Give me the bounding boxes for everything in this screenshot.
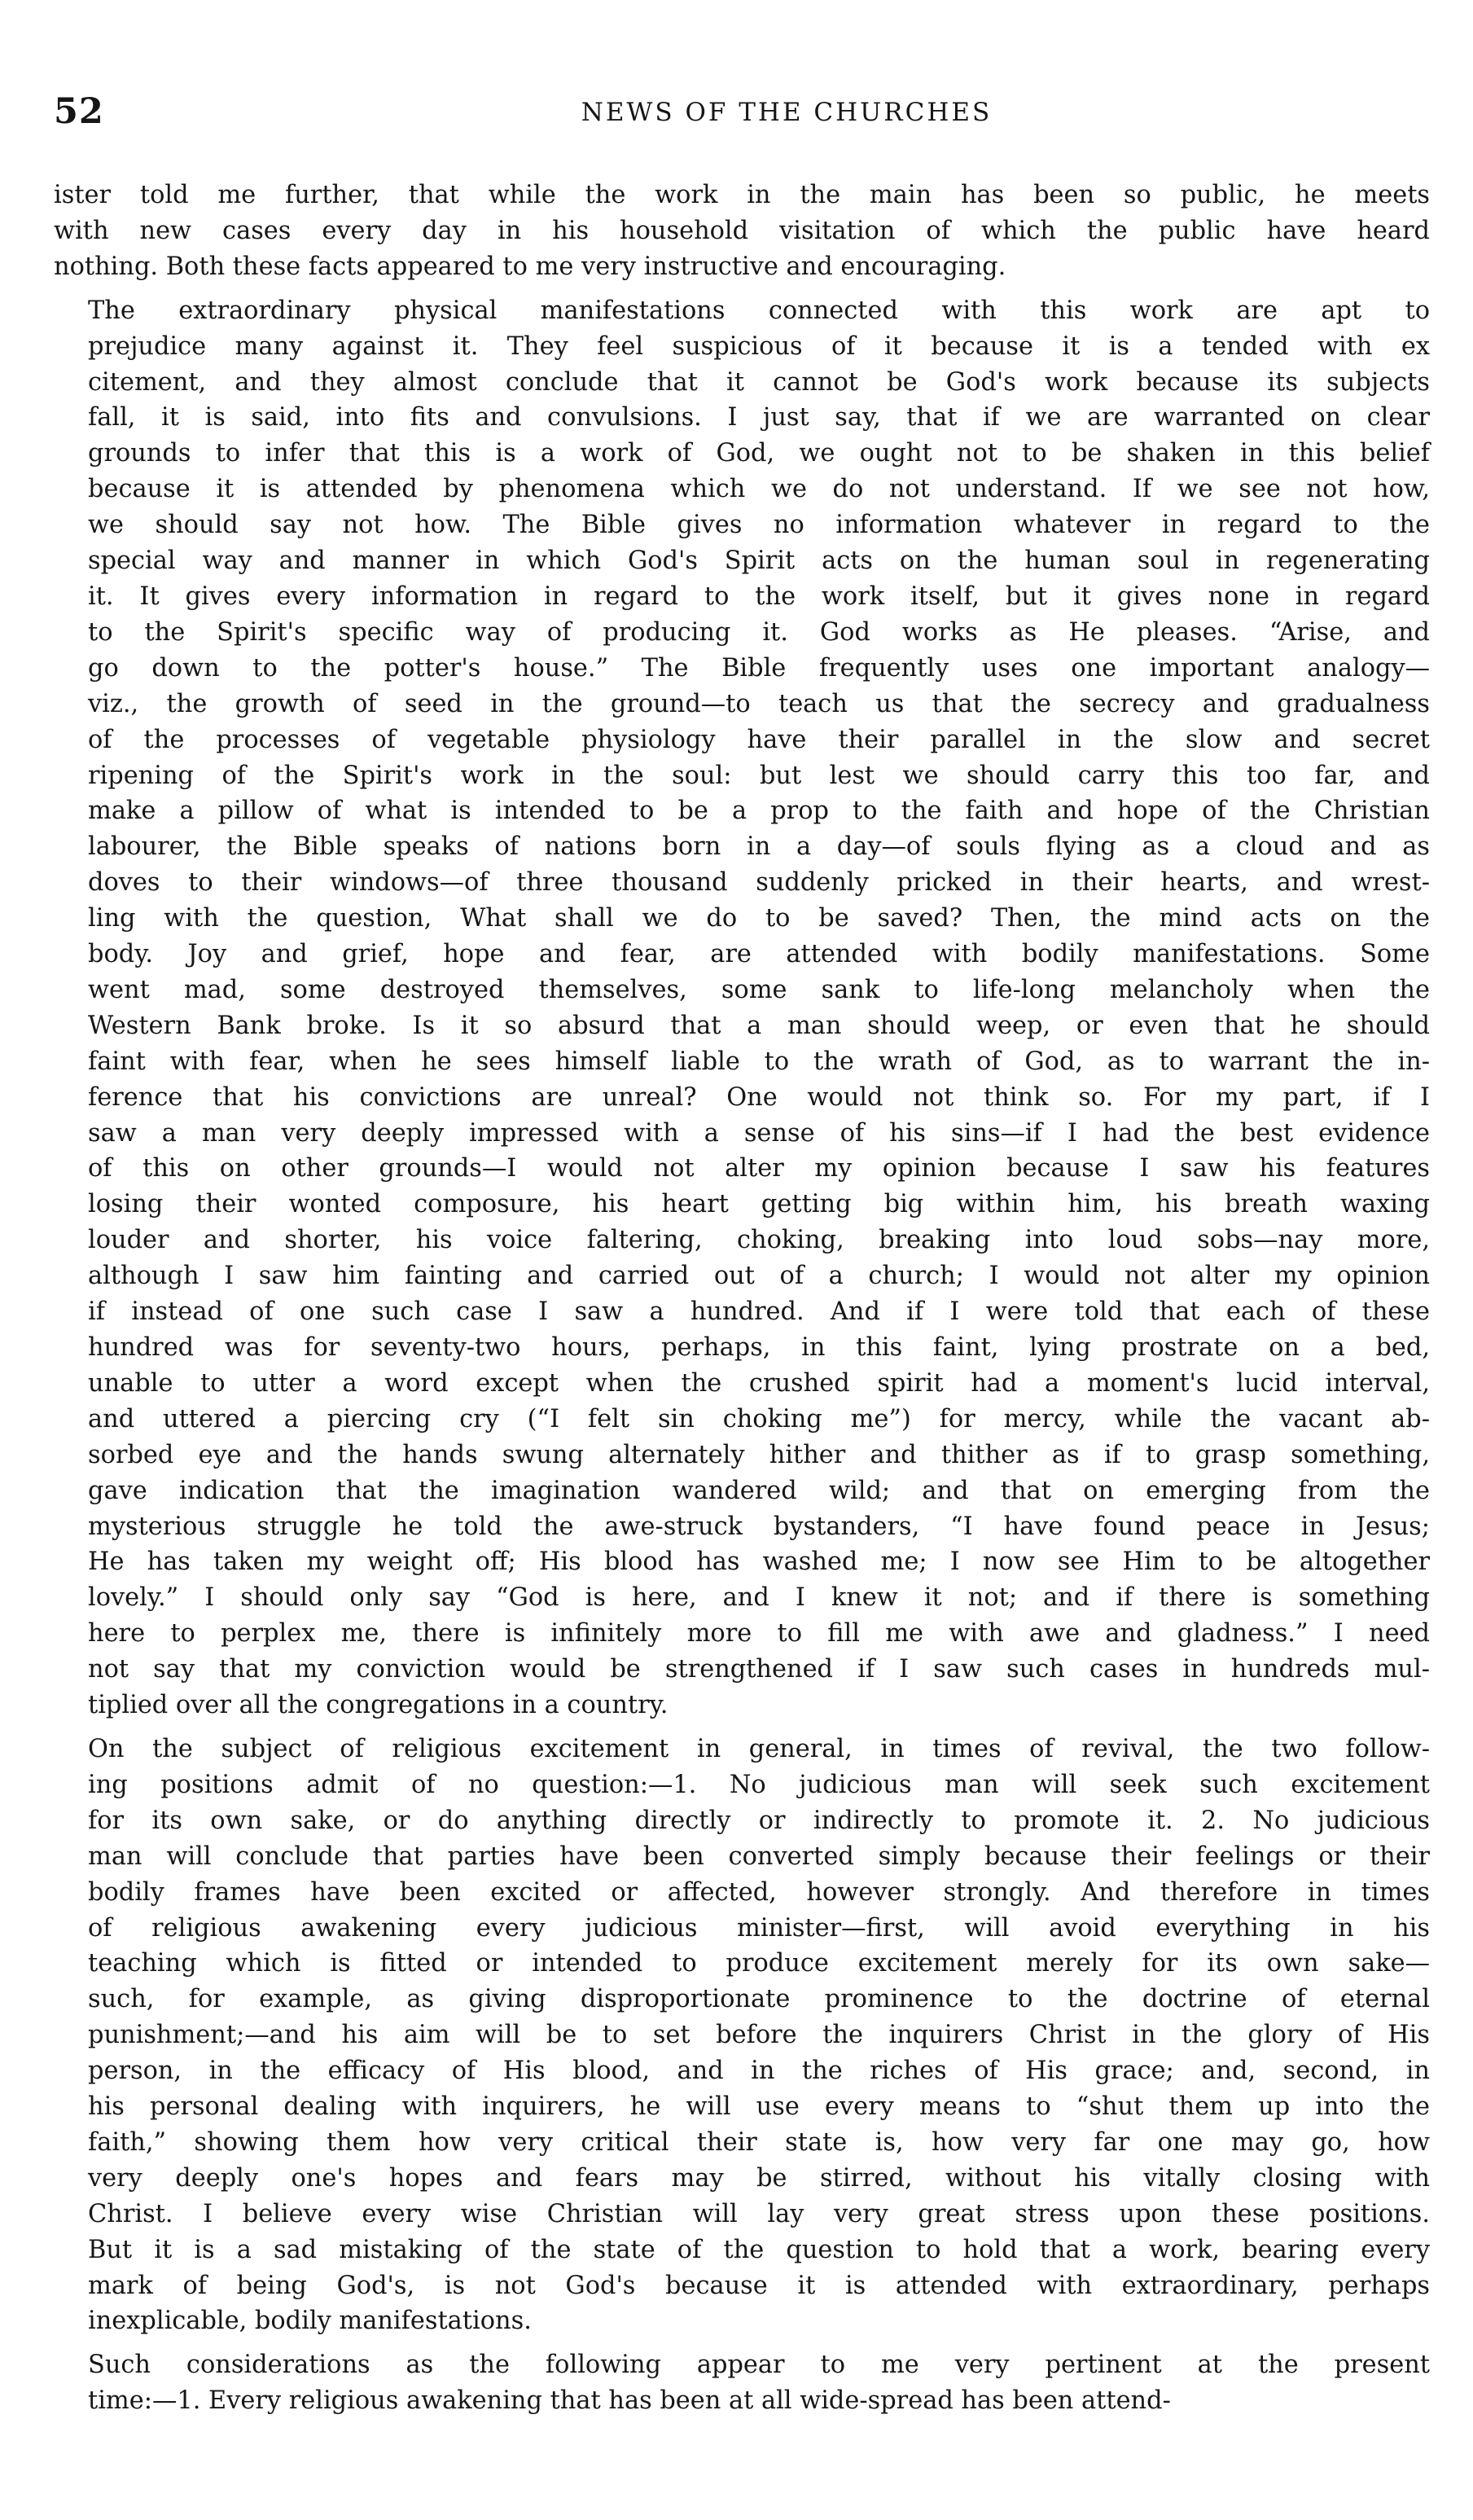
text-line: Such considerations as the following appear to me very pertinent at the present [88,2351,1430,2380]
text-line: faith,” showing them how very critical their state is, how very far one may go, how [88,2127,1430,2157]
text-line: body. Joy and grief, hope and fear, are attended with bodily manifestations. Some [88,940,1430,969]
running-head: NEWS OF THE CHURCHES [581,98,993,127]
text-line: doves to their windows—of three thousand suddenly pricked in their hearts, and wrest- [88,868,1430,898]
text-line: Christ. I believe every wise Christian will lay very great stress upon these positions. [88,2199,1430,2228]
text-line: tiplied over all the congregations in a country. [88,1691,669,1720]
text-line: gave indication that the imagination wandered wild; and that on emerging from the [88,1476,1430,1505]
text-line: mark of being God's, is not God's because it is attended with extraordinary, perhaps [88,2271,1430,2300]
text-line: nothing. Both these facts appeared to me very instructive and encouraging. [54,252,1006,281]
text-line: with new cases every day in his household visitation of which the public have heard [54,216,1430,245]
text-line: mysterious struggle he told the awe-struck bystanders, “I have found peace in Jesus; [88,1512,1430,1541]
text-line: saw a man very deeply impressed with a sense of his sins—if I had the best evidence [88,1118,1430,1148]
text-line: On the subject of religious excitement in general, in times of revival, the two follow- [88,1734,1430,1763]
text-line: lovely.” I should only say “God is here, and I knew it not; and if there is something [88,1583,1430,1613]
text-line: teaching which is fitted or intended to produce excitement merely for its own sake— [88,1949,1430,1978]
paragraph-4 [54,2347,1430,2419]
text-line: Western Bank broke. Is it so absurd that a man should weep, or even that he should [88,1011,1430,1040]
text-line: and uttered a piercing cry (“I felt sin choking me”) for mercy, while the vacant ab- [88,1404,1430,1433]
text-line: viz., the growth of seed in the ground—to teach us that the secrecy and gradualness [88,689,1430,718]
text-line: The extraordinary physical manifestations connected with this work are apt to [88,296,1430,325]
text-line: ripening of the Spirit's work in the soul: but lest we should carry this too far, and [88,761,1430,790]
page-number: 52 [54,91,104,132]
text-line: time:—1. Every religious awakening that has been at all wide-spread has been attend- [88,2386,1171,2416]
text-line: we should say not how. The Bible gives no information whatever in regard to the [88,511,1430,540]
text-line: grounds to infer that this is a work of God, we ought not to be shaken in this belief [88,439,1430,468]
text-line: person, in the efficacy of His blood, and in the riches of His grace; and, second, in [88,2057,1430,2086]
text-line: citement, and they almost conclude that it cannot be God's work because its subjects [88,367,1430,397]
paragraph-3 [54,1732,1430,2339]
text-line: losing their wonted composure, his heart getting big within him, his breath waxing [88,1190,1430,1219]
text-line: of the processes of vegetable physiology have their parallel in the slow and secret [88,725,1430,754]
paragraph-1 [54,178,1430,285]
text-line: special way and manner in which God's Spirit acts on the human soul in regenerating [88,547,1430,576]
page-header [54,91,1430,140]
text-line: But it is a sad mistaking of the state of the question to hold that a work, bearing every [88,2235,1430,2264]
text-line: such, for example, as giving disproportionate prominence to the doctrine of eternal [88,1985,1430,2014]
text-line: sorbed eye and the hands swung alternately hither and thither as if to grasp something, [88,1440,1430,1469]
text-line: He has taken my weight off; His blood has washed me; I now see Him to be altogether [88,1548,1430,1577]
text-line: go down to the potter's house.” The Bible frequently uses one important analogy— [88,653,1430,683]
text-line: man will conclude that parties have been converted simply because their feelings or their [88,1842,1430,1871]
text-line: labourer, the Bible speaks of nations born in a day—of souls flying as a cloud and as [88,832,1430,862]
body-text [54,178,1430,2419]
text-line: ing positions admit of no question:—1. No judicious man will seek such excitement [88,1770,1430,1799]
text-line: it. It gives every information in regard to the work itself, but it gives none in regard [88,582,1430,611]
text-line: if instead of one such case I saw a hundred. And if I were told that each of these [88,1297,1430,1327]
text-line: here to perplex me, there is infinitely more to fill me with awe and gladness.” I need [88,1619,1430,1649]
text-line: punishment;—and his aim will be to set before the inquirers Christ in the glory of His [88,2021,1430,2050]
text-line: his personal dealing with inquirers, he will use every means to “shut them up into the [88,2092,1430,2122]
text-line: make a pillow of what is intended to be a prop to the faith and hope of the Christian [88,797,1430,826]
text-line: fall, it is said, into fits and convulsions. I just say, that if we are warranted on clear [88,403,1430,432]
text-line: faint with fear, when he sees himself liable to the wrath of God, as to warrant the in- [88,1047,1430,1076]
text-line: unable to utter a word except when the crushed spirit had a moment's lucid interval, [88,1368,1430,1398]
text-line: louder and shorter, his voice faltering, choking, breaking into loud sobs—nay more, [88,1226,1430,1255]
text-line: to the Spirit's specific way of producing it. God works as He pleases. “Arise, and [88,617,1430,647]
text-line: prejudice many against it. They feel suspicious of it because it is a tended with ex [88,331,1430,361]
text-line: not say that my conviction would be strengthened if I saw such cases in hundreds mul- [88,1655,1430,1684]
text-line: ling with the question, What shall we do to be saved? Then, the mind acts on the [88,904,1430,933]
text-line: of religious awakening every judicious minister—first, will avoid everything in his [88,1913,1430,1943]
text-line: ference that his convictions are unreal? One would not think so. For my part, if I [88,1082,1430,1112]
text-line: for its own sake, or do anything directly or indirectly to promote it. 2. No judicious [88,1806,1430,1835]
text-line: hundred was for seventy-two hours, perhaps, in this faint, lying prostrate on a bed, [88,1333,1430,1362]
text-line: inexplicable, bodily manifestations. [88,2307,532,2336]
text-line: bodily frames have been excited or affected, however strongly. And therefore in times [88,1877,1430,1907]
text-line: although I saw him fainting and carried out of a church; I would not alter my opinion [88,1262,1430,1291]
text-line: very deeply one's hopes and fears may be stirred, without his vitally closing with [88,2163,1430,2193]
text-line: ister told me further, that while the work in the main has been so public, he meets [54,181,1430,209]
paragraph-2 [54,293,1430,1723]
text-line: because it is attended by phenomena which we do not understand. If we see not how, [88,475,1430,504]
text-line: of this on other grounds—I would not alter my opinion because I saw his features [88,1154,1430,1183]
text-line: went mad, some destroyed themselves, some sank to life-long melancholy when the [88,975,1430,1004]
